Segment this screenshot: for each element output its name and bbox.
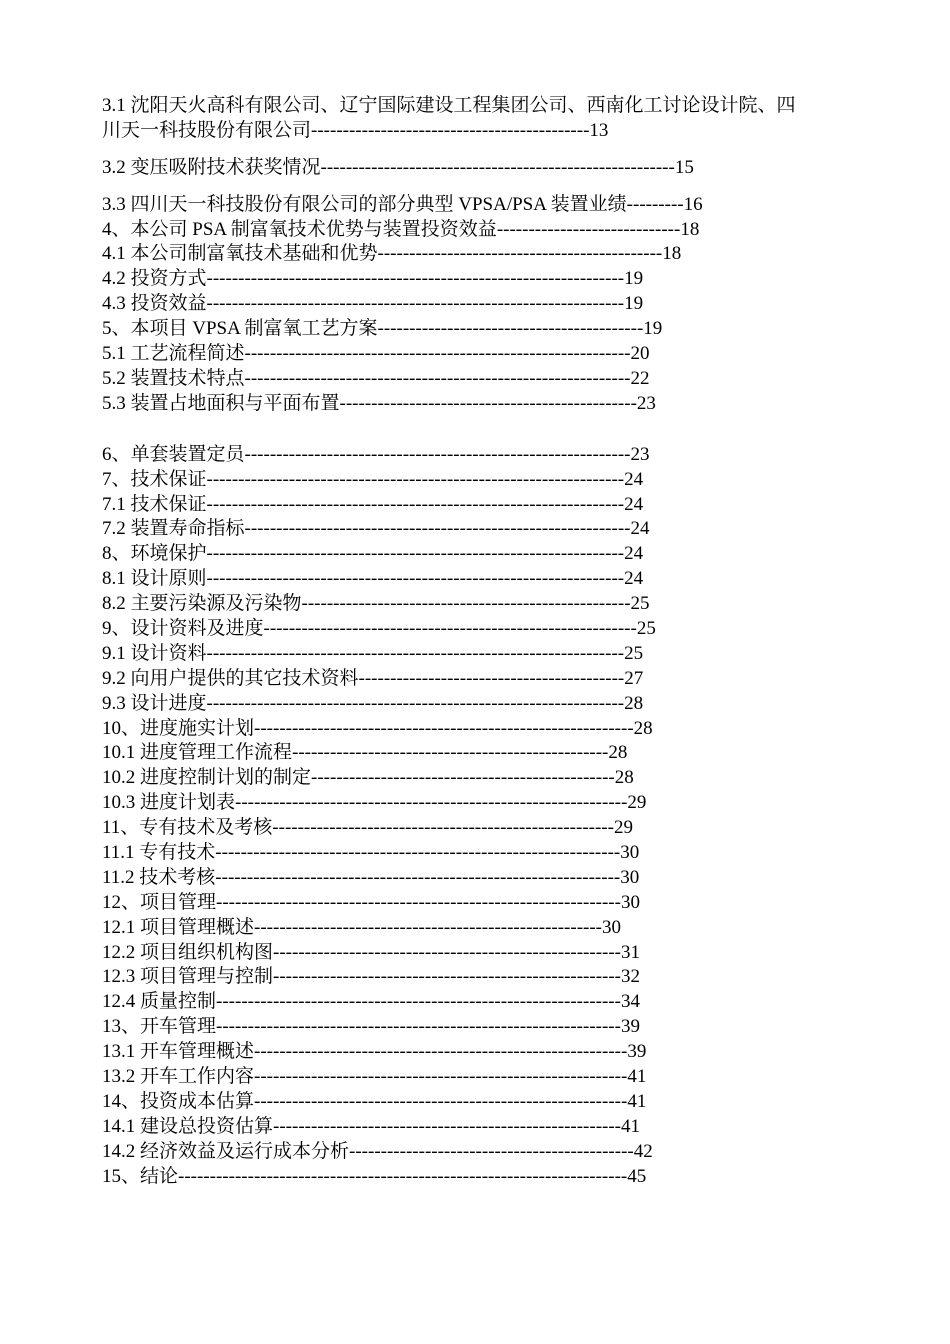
toc-entry-title: 7.2 装置寿命指标 <box>102 518 245 540</box>
toc-entry-page: 25 <box>630 593 650 615</box>
toc-entry-leader: ------------------------------------------------------ <box>272 817 614 839</box>
toc-entry[interactable] <box>102 392 810 417</box>
toc-entry[interactable] <box>102 493 810 518</box>
toc-entry[interactable] <box>102 941 810 966</box>
toc-entry-title: 7、技术保证 <box>102 468 207 490</box>
toc-entry-leader: ------------------------------------------------------------------ <box>206 293 625 315</box>
toc-entry-page: 24 <box>624 568 644 590</box>
toc-entry-leader: -------------------------------------------------------- <box>320 156 675 178</box>
toc-entry[interactable] <box>102 717 810 742</box>
toc-entry-title: 12.1 项目管理概述 <box>102 916 255 938</box>
spacer <box>102 417 810 443</box>
toc-entry[interactable] <box>102 816 810 841</box>
toc-entry-page: 28 <box>624 692 644 714</box>
spacer <box>102 144 810 156</box>
toc-entry-leader: ------------------------------------------------------------------ <box>206 642 625 664</box>
toc-entry[interactable] <box>102 292 810 317</box>
toc-entry-title: 5、本项目 VPSA 制富氧工艺方案 <box>102 318 378 340</box>
toc-entry-leader: ----------------------------------------------------------------------- <box>178 1165 628 1187</box>
toc-entry-leader: ---------------------------------------------------------------- <box>216 1016 621 1038</box>
toc-entry-title: 7.1 技术保证 <box>102 493 207 515</box>
toc-entry-page: 30 <box>620 891 640 913</box>
toc-entry-title: 13、开车管理 <box>102 1016 217 1038</box>
toc-entry-page: 30 <box>602 916 622 938</box>
toc-entry-title: 12、项目管理 <box>102 891 217 913</box>
toc-entry-page: 28 <box>608 742 628 764</box>
toc-entry[interactable] <box>102 443 810 468</box>
toc-entry-title: 8.1 设计原则 <box>102 568 207 590</box>
toc-entry-page: 25 <box>636 617 656 639</box>
toc-entry-page: 19 <box>624 293 644 315</box>
toc-entry-page: 45 <box>627 1165 647 1187</box>
toc-entry-page: 20 <box>630 343 650 365</box>
toc-entry-leader: ------------------------------------------------ <box>311 767 615 789</box>
toc-entry-title: 12.4 质量控制 <box>102 991 217 1013</box>
toc-entry-leader: ------------------------------------------------------------------ <box>206 543 625 565</box>
toc-entry[interactable] <box>102 642 810 667</box>
toc-entry[interactable] <box>102 1140 810 1165</box>
toc-entry-title: 3.2 变压吸附技术获奖情况 <box>102 156 321 178</box>
toc-entry-leader: ------------------------------------------------------------------ <box>206 493 625 515</box>
toc-entry-title: 9、设计资料及进度 <box>102 617 264 639</box>
toc-entry[interactable] <box>102 94 810 144</box>
toc-entry-title: 8.2 主要污染源及污染物 <box>102 593 302 615</box>
toc-entry-leader: ---------------------------------------------------------------- <box>216 991 621 1013</box>
toc-entry[interactable] <box>102 542 810 567</box>
toc-entry-leader: ---------------------------------------------------------------- <box>215 866 621 888</box>
toc-entry-page: 28 <box>614 767 634 789</box>
toc-entry[interactable] <box>102 866 810 891</box>
toc-entry-page: 23 <box>636 392 656 414</box>
toc-entry[interactable] <box>102 567 810 592</box>
toc-entry[interactable] <box>102 965 810 990</box>
toc-entry-page: 31 <box>621 941 641 963</box>
toc-entry-title: 14.1 建设总投资估算 <box>102 1115 274 1137</box>
toc-entry[interactable] <box>102 841 810 866</box>
toc-entry[interactable] <box>102 342 810 367</box>
toc-entry[interactable] <box>102 1015 810 1040</box>
toc-entry[interactable] <box>102 916 810 941</box>
toc-entry-page: 18 <box>680 218 700 240</box>
toc-entry-leader: ------------------------------------------------------------ <box>254 717 634 739</box>
toc-entry-title: 10.1 进度管理工作流程 <box>102 742 293 764</box>
toc-entry-page: 19 <box>643 318 663 340</box>
toc-entry-page: 27 <box>624 667 644 689</box>
toc-entry-page: 22 <box>630 367 650 389</box>
toc-entry[interactable] <box>102 367 810 392</box>
toc-entry-leader: ------------------------------------------------------------- <box>244 367 631 389</box>
toc-entry-title: 10.3 进度计划表 <box>102 792 236 814</box>
table-of-contents <box>102 94 810 1189</box>
toc-entry[interactable] <box>102 1115 810 1140</box>
toc-entry[interactable] <box>102 317 810 342</box>
toc-entry-title: 5.3 装置占地面积与平面布置 <box>102 392 340 414</box>
toc-entry-leader: ---------------------------------------------------------------- <box>216 891 621 913</box>
spacer <box>102 181 810 193</box>
toc-entry-page: 42 <box>633 1140 653 1162</box>
toc-entry-page: 29 <box>627 792 647 814</box>
toc-entry-leader: ----------------------------- <box>496 218 681 240</box>
toc-entry-title: 8、环境保护 <box>102 543 207 565</box>
toc-entry-title: 10、进度施实计划 <box>102 717 255 739</box>
toc-entry-leader: ------------------------------------------ <box>377 318 644 340</box>
toc-entry[interactable] <box>102 990 810 1015</box>
toc-entry-leader: -------------------------------------------------------------- <box>235 792 628 814</box>
toc-entry-leader: ------------------------------------------------------------------ <box>206 268 625 290</box>
toc-entry-title: 14.2 经济效益及运行成本分析 <box>102 1140 350 1162</box>
toc-entry[interactable] <box>102 468 810 493</box>
toc-entry-page: 32 <box>621 966 641 988</box>
toc-entry-title: 13.1 开车管理概述 <box>102 1041 255 1063</box>
toc-entry[interactable] <box>102 218 810 243</box>
toc-entry-page: 41 <box>627 1090 647 1112</box>
toc-entry-title: 11、专有技术及考核 <box>102 817 273 839</box>
toc-entry-leader: ------------------------------------------------------- <box>254 916 603 938</box>
toc-entry-page: 41 <box>621 1115 641 1137</box>
toc-entry-page: 24 <box>624 543 644 565</box>
toc-entry-page: 39 <box>620 1016 640 1038</box>
toc-entry-leader: ------------------------------------------------------------- <box>244 518 631 540</box>
toc-entry-leader: ------------------------------------------ <box>358 667 625 689</box>
toc-entry-page: 39 <box>627 1041 647 1063</box>
toc-entry-leader: --------- <box>626 193 684 215</box>
toc-entry[interactable] <box>102 617 810 642</box>
toc-entry-title: 6、单套装置定员 <box>102 443 245 465</box>
toc-entry-leader: ------------------------------------------------------------------ <box>206 468 625 490</box>
toc-entry-page: 24 <box>624 493 644 515</box>
toc-entry-title: 5.1 工艺流程简述 <box>102 343 245 365</box>
toc-entry-page: 19 <box>624 268 644 290</box>
toc-entry-page: 18 <box>662 243 682 265</box>
toc-entry-page: 24 <box>630 518 650 540</box>
toc-entry-leader: ----------------------------------------------------------- <box>263 617 637 639</box>
toc-entry-title: 11.2 技术考核 <box>102 866 216 888</box>
toc-entry-leader: ---------------------------------------------------- <box>301 593 631 615</box>
toc-entry[interactable] <box>102 667 810 692</box>
toc-entry-page: 29 <box>613 817 633 839</box>
toc-entry-title: 10.2 进度控制计划的制定 <box>102 767 312 789</box>
toc-entry-title: 3.3 四川天一科技股份有限公司的部分典型 VPSA/PSA 装置业绩 <box>102 193 627 215</box>
toc-entry-title: 14、投资成本估算 <box>102 1090 255 1112</box>
toc-entry[interactable] <box>102 193 810 218</box>
toc-entry-title: 13.2 开车工作内容 <box>102 1065 255 1087</box>
toc-entry-title: 9.1 设计资料 <box>102 642 207 664</box>
toc-entry-leader: -------------------------------------------- <box>311 119 590 141</box>
toc-entry-title: 9.3 设计进度 <box>102 692 207 714</box>
toc-entry[interactable] <box>102 517 810 542</box>
toc-entry-leader: ------------------------------------------------------------- <box>244 443 631 465</box>
toc-entry-leader: -------------------------------------------------- <box>292 742 609 764</box>
toc-entry-title: 15、结论 <box>102 1165 179 1187</box>
toc-entry-leader: ------------------------------------------------------------- <box>244 343 631 365</box>
toc-entry[interactable] <box>102 1040 810 1065</box>
toc-entry[interactable] <box>102 891 810 916</box>
toc-entry[interactable] <box>102 592 810 617</box>
toc-entry-page: 34 <box>620 991 640 1013</box>
toc-entry-title: 12.2 项目组织机构图 <box>102 941 274 963</box>
toc-entry-page: 15 <box>674 156 694 178</box>
toc-entry-title: 11.1 专有技术 <box>102 841 216 863</box>
toc-entry-leader: ---------------------------------------------------------------- <box>215 841 621 863</box>
toc-entry-page: 25 <box>624 642 644 664</box>
toc-entry-leader: ----------------------------------------------------------- <box>254 1041 628 1063</box>
toc-entry-page: 23 <box>630 443 650 465</box>
toc-entry[interactable] <box>102 791 810 816</box>
toc-entry-title: 4.2 投资方式 <box>102 268 207 290</box>
toc-entry-leader: --------------------------------------------- <box>349 1140 634 1162</box>
toc-entry-title: 5.2 装置技术特点 <box>102 367 245 389</box>
toc-entry-page: 41 <box>627 1065 647 1087</box>
toc-entry[interactable] <box>102 741 810 766</box>
toc-entry-leader: ------------------------------------------------------- <box>273 1115 622 1137</box>
toc-entry-leader: ----------------------------------------------------------- <box>254 1065 628 1087</box>
toc-entry-page: 24 <box>624 468 644 490</box>
toc-entry-leader: --------------------------------------------- <box>377 243 663 265</box>
toc-entry-leader: ------------------------------------------------------------------ <box>206 692 625 714</box>
toc-entry-page: 30 <box>620 841 640 863</box>
toc-entry-title: 9.2 向用户提供的其它技术资料 <box>102 667 359 689</box>
toc-entry[interactable] <box>102 1090 810 1115</box>
toc-entry-title: 4.1 本公司制富氧技术基础和优势 <box>102 243 378 265</box>
toc-entry-leader: ----------------------------------------------- <box>339 392 637 414</box>
toc-entry-title: 4、本公司 PSA 制富氧技术优势与装置投资效益 <box>102 218 497 240</box>
toc-entry[interactable] <box>102 692 810 717</box>
toc-entry-leader: ------------------------------------------------------- <box>273 966 622 988</box>
toc-entry-title: 12.3 项目管理与控制 <box>102 966 274 988</box>
toc-entry-leader: ------------------------------------------------------- <box>273 941 622 963</box>
toc-entry[interactable] <box>102 267 810 292</box>
toc-entry-page: 16 <box>683 193 703 215</box>
toc-entry-title: 4.3 投资效益 <box>102 293 207 315</box>
toc-entry[interactable] <box>102 1065 810 1090</box>
toc-entry[interactable] <box>102 242 810 267</box>
toc-entry[interactable] <box>102 156 810 181</box>
toc-entry-leader: ----------------------------------------------------------- <box>254 1090 628 1112</box>
toc-entry-leader: ------------------------------------------------------------------ <box>206 568 625 590</box>
toc-entry[interactable] <box>102 766 810 791</box>
toc-entry-title: 3.1 沈阳天火高科有限公司、辽宁国际建设工程集团公司、西南化工讨论设计院、四川天一科技股份有限公司 <box>102 95 796 141</box>
toc-entry-page: 28 <box>633 717 653 739</box>
toc-entry-page: 30 <box>620 866 640 888</box>
toc-entry[interactable] <box>102 1165 810 1190</box>
toc-entry-page: 13 <box>589 119 609 141</box>
